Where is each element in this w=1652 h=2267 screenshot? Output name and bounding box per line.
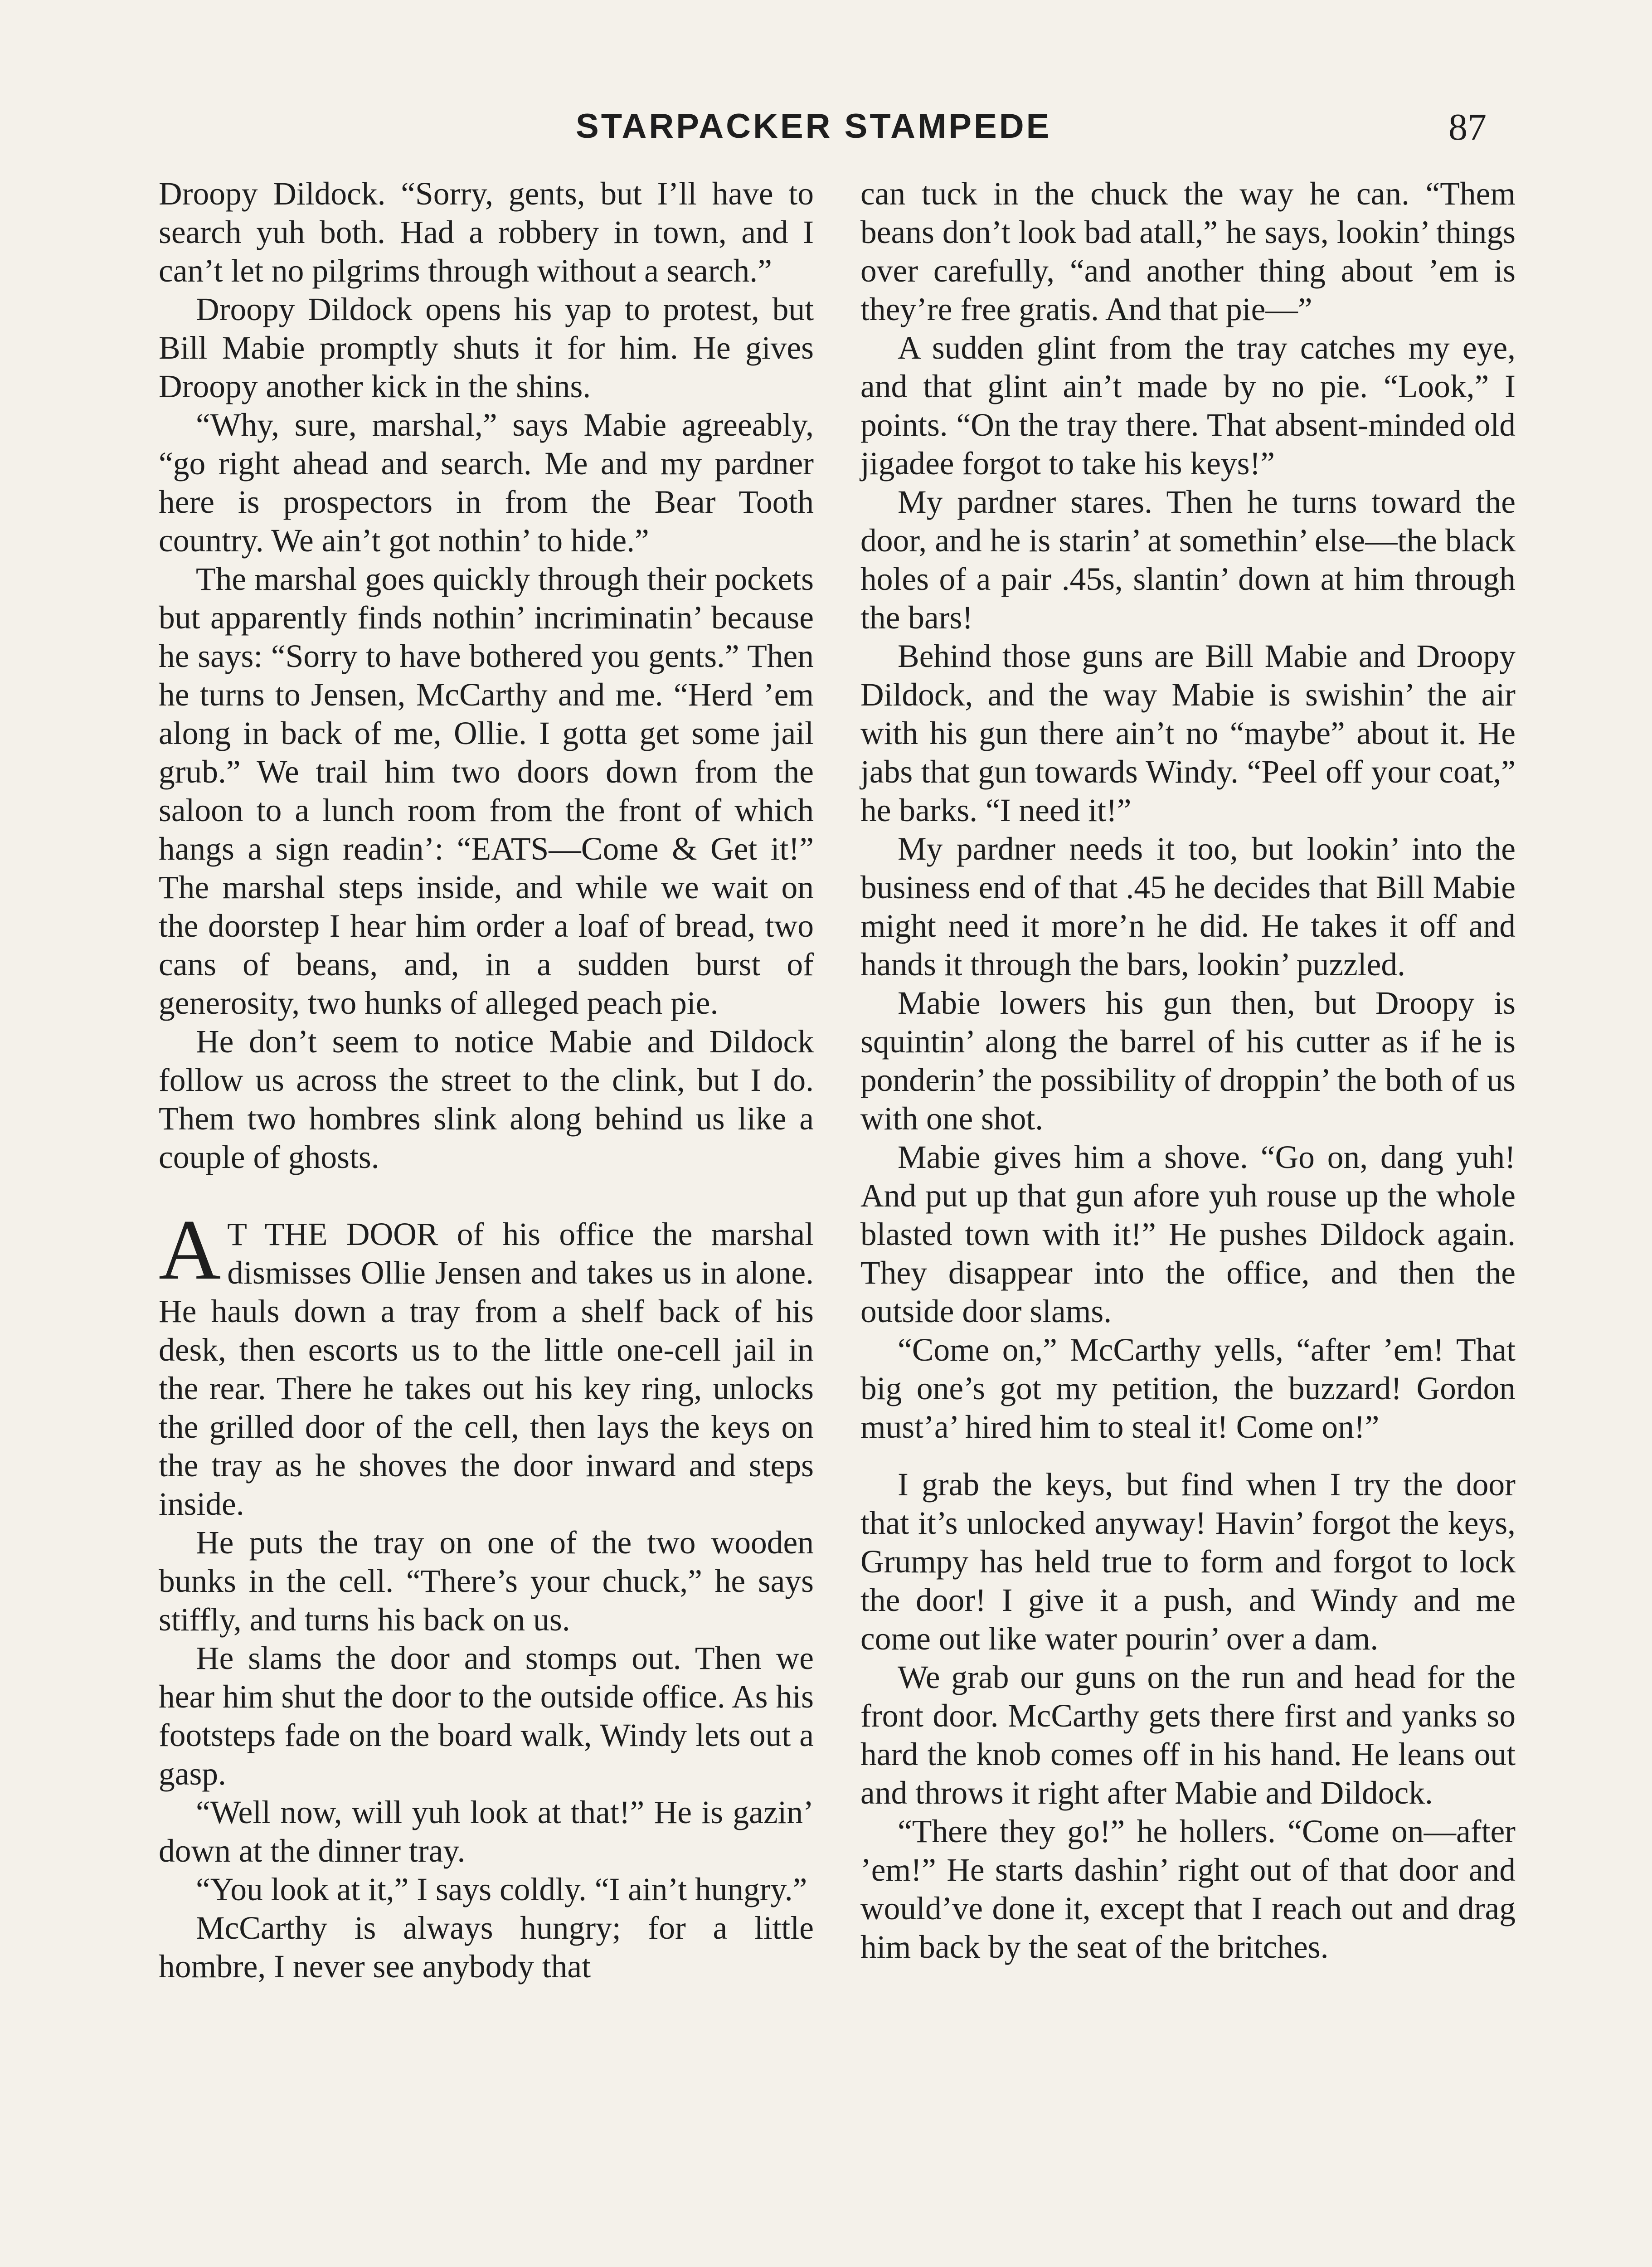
paragraph: Behind those guns are Bill Mabie and Droopy Dildock, and the way Mabie is swishin’ the air with his gun there ain’t no “maybe” about it. He jabs that gun towards Windy. “Peel off your coat,” he barks. “I need it!”: [860, 638, 1516, 828]
paragraph: can tuck in the chuck the way he can. “Them beans don’t look bad atall,” he says, lookin’ things over carefully, “and another thing about ’em is they’re free gratis. And that pie—”: [860, 176, 1516, 327]
section-opening-paragraph: [159, 1202, 814, 1523]
paragraph: A sudden glint from the tray catches my eye, and that glint ain’t made by no pie. “Look,” I points. “On the tray there. That absent-minded old jigadee forgot to take his keys!”: [860, 330, 1516, 482]
paragraph: “Well now, will yuh look at that!” He is gazin’ down at the dinner tray.: [159, 1795, 814, 1869]
paragraph: My pardner needs it too, but lookin’ into the business end of that .45 he decides that Bill Mabie might need it more’n he did. He takes it off and hands it through the bars, lookin’ puzzled.: [860, 831, 1516, 983]
paragraph: He puts the tray on one of the two wooden bunks in the cell. “There’s your chuck,” he says stiffly, and turns his back on us.: [159, 1525, 814, 1638]
paragraph: The marshal goes quickly through their pockets but apparently finds nothin’ incriminatin’ because he says: “Sorry to have bothered you gents.” Then he turns to Jensen, McCarthy and me. “Herd ’em along in back of me, Ollie. I gotta get some jail grub.” We trail him two doors down from the saloon to a lunch room from the front of which hangs a sign readin’: “EATS—Come & Get it!” The marshal steps inside, and while we wait on the doorstep I hear him order a loaf of bread, two cans of beans, and, in a sudden burst of generosity, two hunks of alleged peach pie.: [159, 561, 814, 1021]
paragraph: “Why, sure, marshal,” says Mabie agreeably, “go right ahead and search. Me and my pardner here is prospectors in from the Bear Tooth country. We ain’t got nothin’ to hide.”: [159, 407, 814, 559]
paragraph: My pardner stares. Then he turns toward the door, and he is starin’ at somethin’ else—the black holes of a pair .45s, slantin’ down at him through the bars!: [860, 484, 1516, 636]
paragraph: “There they go!” he hollers. “Come on—after ’em!” He starts dashin’ right out of that door and would’ve done it, except that I reach out and drag him back by the seat of the britches.: [860, 1814, 1516, 1965]
paragraph: “You look at it,” I says coldly. “I ain’t hungry.”: [196, 1872, 807, 1907]
right-column: [860, 175, 1516, 1966]
paragraph: Mabie lowers his gun then, but Droopy is squintin’ along the barrel of his cutter as if he is ponderin’ the possibility of droppin’ the both of us with one shot.: [860, 985, 1516, 1137]
paragraph: Mabie gives him a shove. “Go on, dang yuh! And put up that gun afore yuh rouse up the whole blasted town with it!” He pushes Dildock again. They disappear into the office, and then the outside door slams.: [860, 1139, 1516, 1329]
paragraph: Droopy Dildock opens his yap to protest, but Bill Mabie promptly shuts it for him. He gives Droopy another kick in the shins.: [159, 292, 814, 404]
paragraph-text: T THE DOOR of his office the marshal dismisses Ollie Jensen and takes us in alone. He hauls down a tray from a shelf back of his desk, then escorts us to the little one-cell jail in the rear. There he takes out his key ring, unlocks the grilled door of the cell, then lays the keys on the tray as he shoves the door inward and steps inside.: [159, 1216, 814, 1522]
paragraph: “Come on,” McCarthy yells, “after ’em! That big one’s got my petition, the buzzard! Gordon must’a’ hired him to steal it! Come on!”: [860, 1332, 1516, 1445]
paragraph: I grab the keys, but find when I try the door that it’s unlocked anyway! Havin’ forgot the keys, Grumpy has held true to form and forgot to lock the door! I give it a push, and Windy and me come out like water pourin’ over a dam.: [860, 1467, 1516, 1657]
paragraph: We grab our guns on the run and head for the front door. McCarthy gets there first and yanks so hard the knob comes off in his hand. He leans out and throws it right after Mabie and Dildock.: [860, 1659, 1516, 1811]
drop-cap: A: [159, 1202, 221, 1298]
paragraph: McCarthy is always hungry; for a little hombre, I never see anybody that: [159, 1910, 814, 1985]
paragraph: Droopy Dildock. “Sorry, gents, but I’ll have to search yuh both. Had a robbery in town, and I can’t let no pilgrims through without a search.”: [159, 176, 814, 289]
left-column: [159, 175, 814, 1986]
running-head-title: STARPACKER STAMPEDE: [576, 107, 1052, 146]
paragraph: He slams the door and stomps out. Then we hear him shut the door to the outside office. As his footsteps fade on the board walk, Windy lets out a gasp.: [159, 1640, 814, 1792]
paragraph: He don’t seem to notice Mabie and Dildock follow us across the street to the clink, but I do. Them two hombres slink along behind us like a couple of ghosts.: [159, 1024, 814, 1175]
page-number: 87: [1448, 106, 1487, 148]
